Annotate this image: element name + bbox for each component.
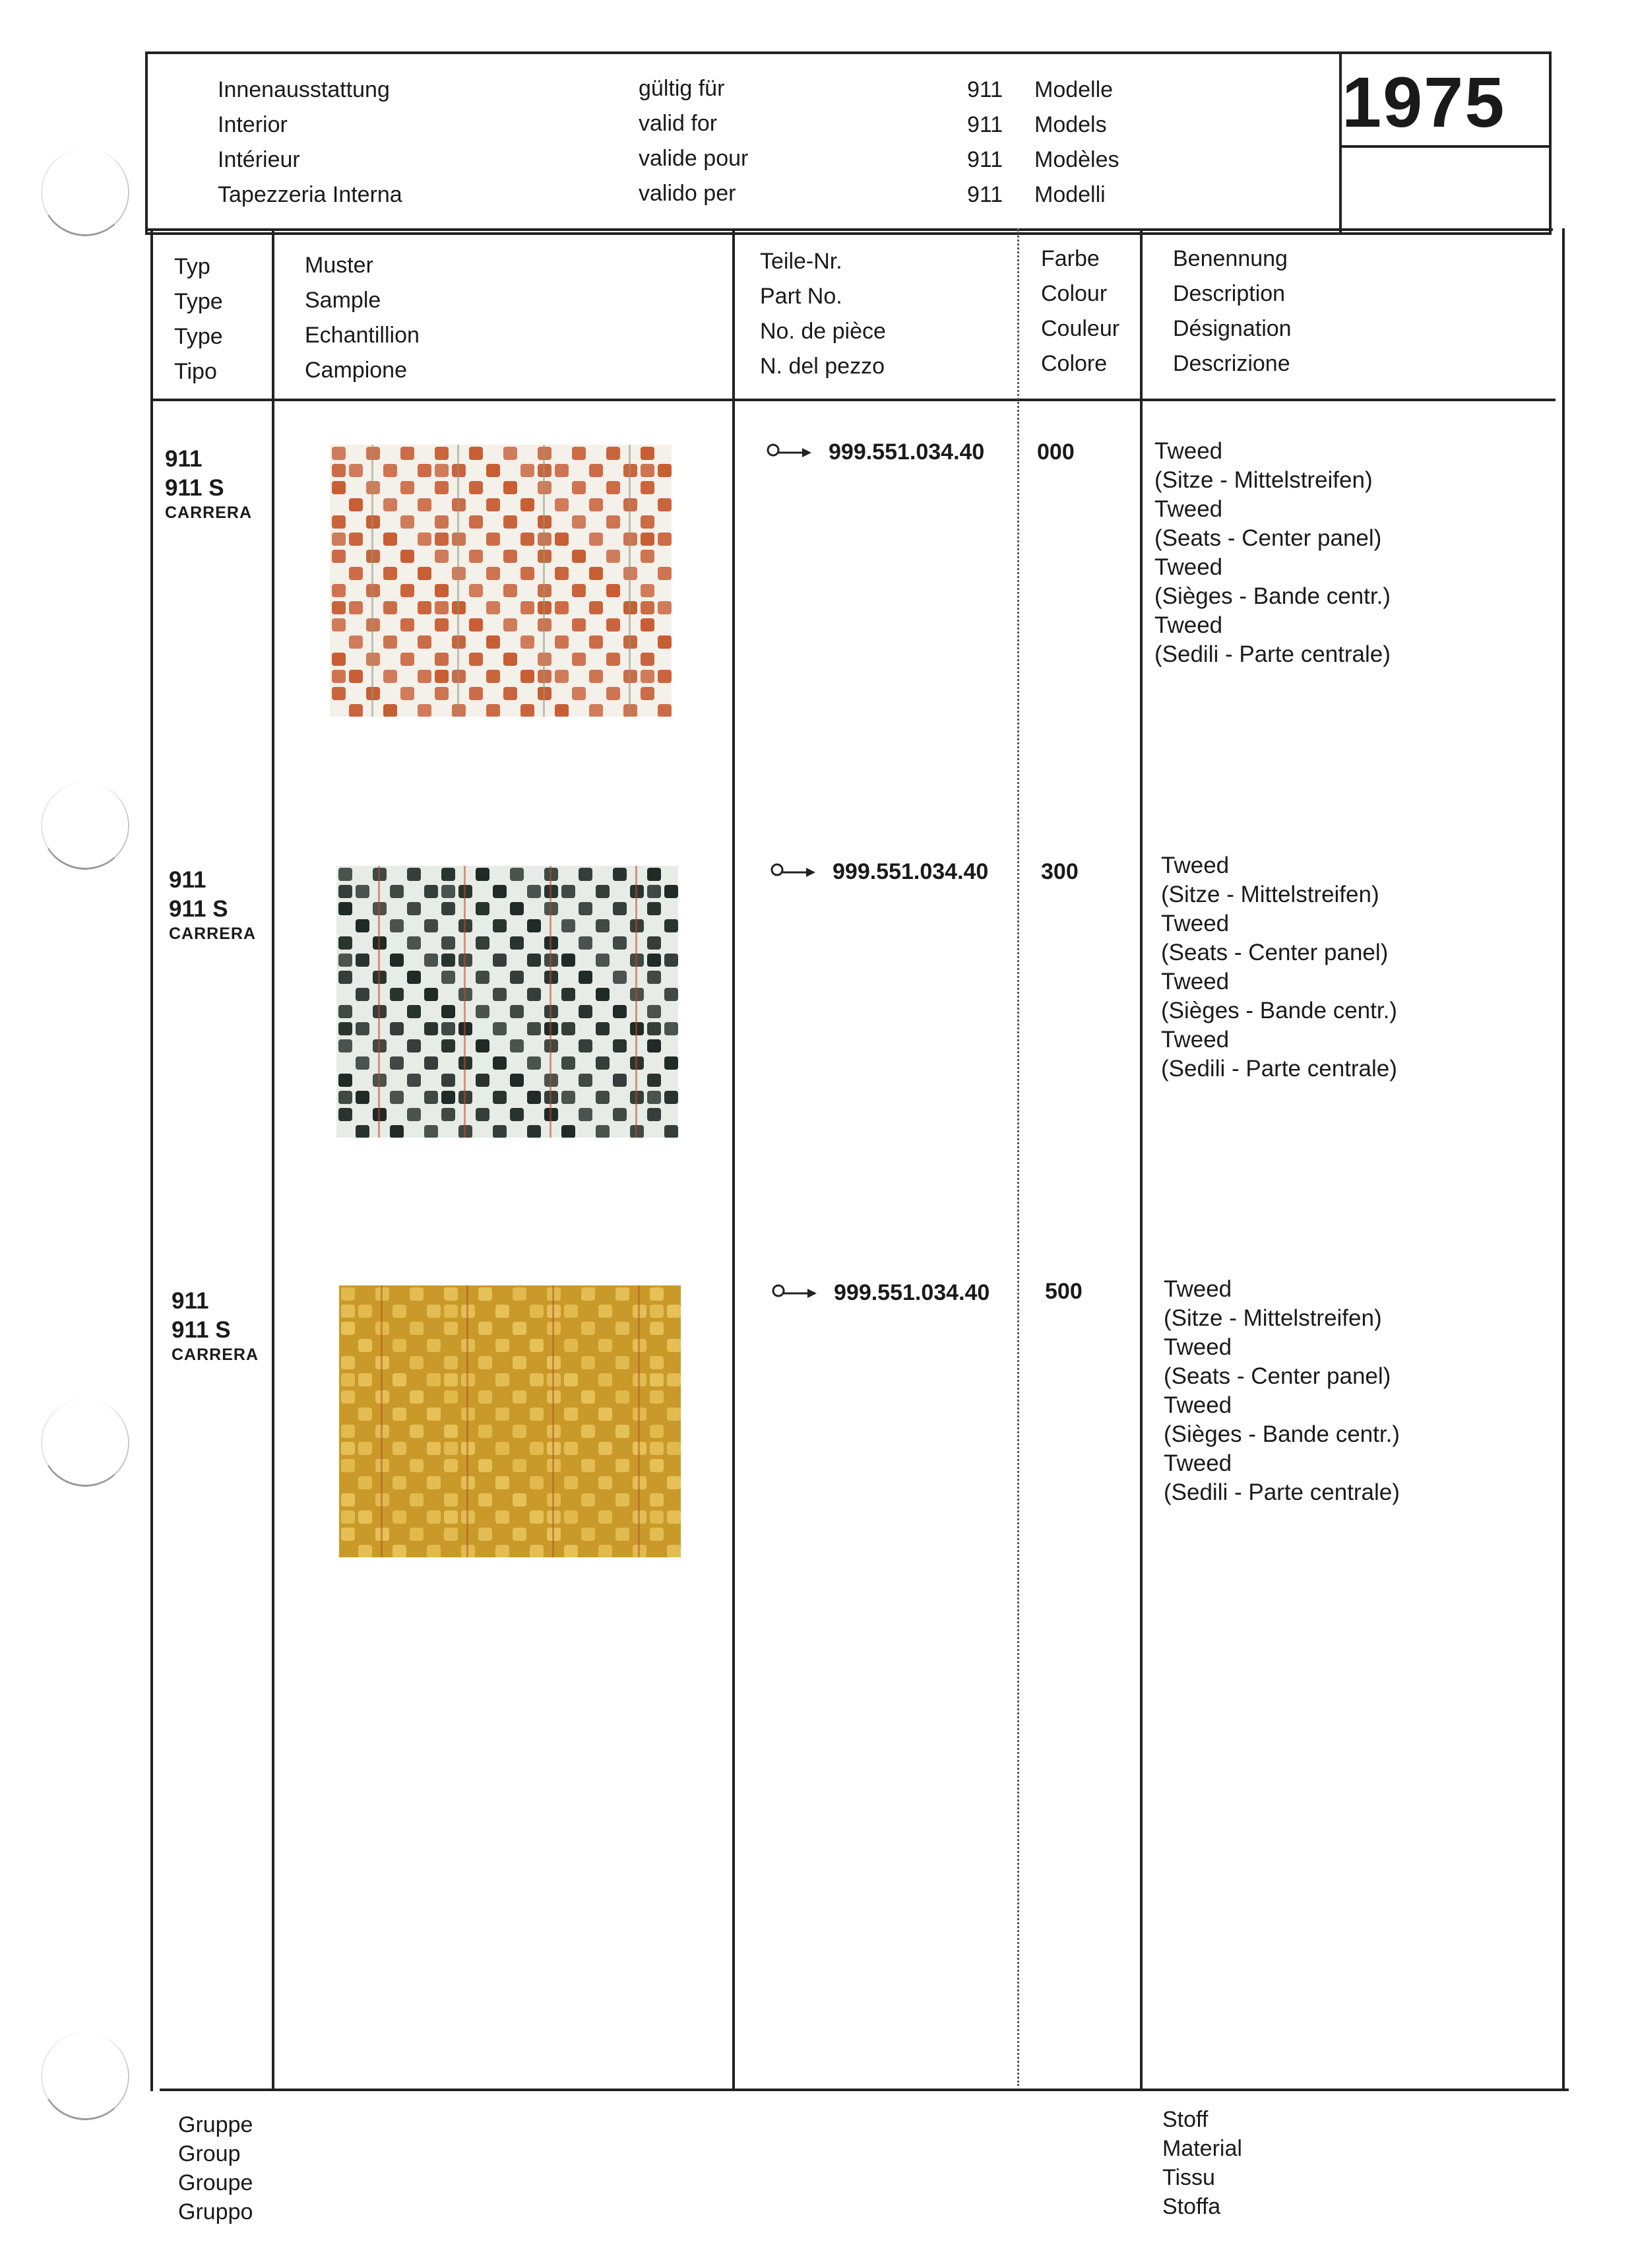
row-description: Tweed (Sitze - Mittelstreifen) Tweed (Seats - Center panel) Tweed (Sièges - Bande centr.) Tweed (Sedili - Parte centrale) bbox=[1164, 1276, 1400, 1505]
row-description: Tweed (Sitze - Mittelstreifen) Tweed (Seats - Center panel) Tweed (Sièges - Bande centr.) Tweed (Sedili - Parte centrale) bbox=[1154, 438, 1391, 667]
footer-material: Stoff Material Tissu Stoffa bbox=[1162, 2107, 1242, 2219]
column-header-description: Benennung Description Désignation Descrizione bbox=[1173, 246, 1292, 376]
punch-hole bbox=[35, 2026, 135, 2125]
header-valid-for: gültig für valid for valide pour valido per bbox=[639, 76, 749, 206]
row-part-number: 999.551.034.40 bbox=[771, 859, 988, 885]
column-divider-type bbox=[272, 228, 274, 2091]
fabric-swatch-500 bbox=[339, 1285, 681, 1557]
year-label: 1975 bbox=[1342, 62, 1506, 142]
column-divider-partno bbox=[1017, 228, 1019, 2086]
fabric-swatch-000 bbox=[330, 445, 672, 717]
year-box-underline bbox=[1339, 145, 1552, 148]
row-type: 911 911 S CARRERA bbox=[172, 1288, 259, 1364]
column-header-bottom-rule bbox=[150, 399, 1556, 401]
row-type: 911 911 S CARRERA bbox=[165, 446, 252, 522]
column-header-part-no: Teile-Nr. Part No. No. de pièce N. del pezzo bbox=[760, 249, 886, 379]
table-left-border bbox=[150, 228, 153, 2091]
header-category: Innenausstattung Interior Intérieur Tapezzeria Interna bbox=[218, 77, 402, 207]
row-colour-code: 300 bbox=[1041, 859, 1079, 884]
table-right-border bbox=[1562, 228, 1565, 2091]
punch-hole bbox=[35, 776, 135, 875]
row-type: 911 911 S CARRERA bbox=[169, 867, 256, 943]
part-arrow-icon bbox=[772, 1284, 819, 1303]
row-colour-code: 000 bbox=[1037, 439, 1075, 465]
fabric-swatch-300 bbox=[336, 866, 678, 1138]
footer-group: Gruppe Group Groupe Gruppo bbox=[178, 2112, 253, 2224]
row-colour-code: 500 bbox=[1045, 1279, 1083, 1304]
row-description: Tweed (Sitze - Mittelstreifen) Tweed (Seats - Center panel) Tweed (Sièges - Bande centr.) Tweed (Sedili - Parte centrale) bbox=[1161, 853, 1397, 1082]
header-model-numbers: 911 911 911 911 bbox=[967, 77, 1003, 207]
header-models: Modelle Models Modèles Modelli bbox=[1034, 77, 1119, 207]
column-header-colour: Farbe Colour Couleur Colore bbox=[1041, 246, 1120, 376]
column-divider-colour bbox=[1140, 228, 1143, 2091]
table-bottom-rule bbox=[160, 2089, 1569, 2091]
punch-hole bbox=[35, 1393, 135, 1492]
punch-hole bbox=[35, 143, 135, 242]
column-divider-sample bbox=[732, 228, 735, 2091]
row-part-number: 999.551.034.40 bbox=[772, 1280, 990, 1306]
column-header-type: Typ Type Type Tipo bbox=[174, 254, 223, 384]
column-header-top-rule bbox=[146, 228, 1553, 231]
column-header-sample: Muster Sample Echantillion Campione bbox=[305, 253, 420, 383]
part-arrow-icon bbox=[767, 443, 814, 462]
part-arrow-icon bbox=[771, 863, 818, 882]
row-part-number: 999.551.034.40 bbox=[767, 439, 984, 465]
